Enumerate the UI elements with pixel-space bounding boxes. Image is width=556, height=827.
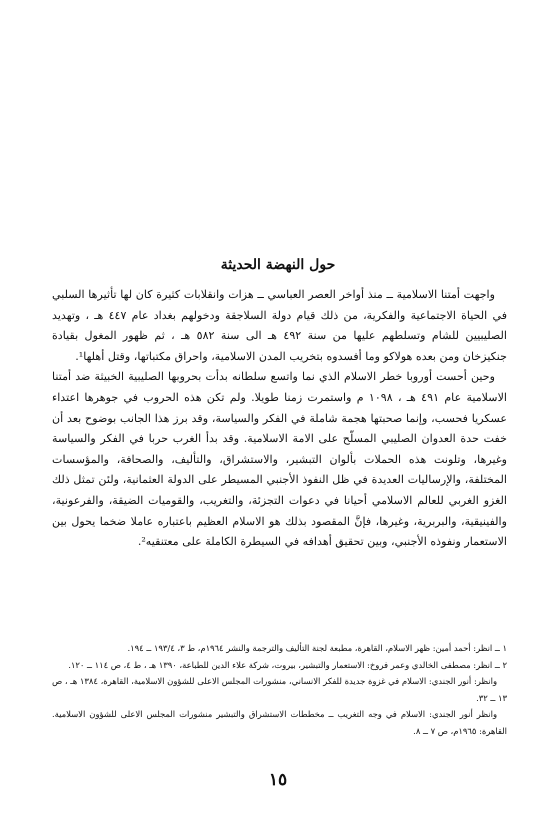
footnote-2-ref-2: وانظر: أنور الجندي: الاسلام في غزوة جديدة للفكر الانساني، منشورات المجلس الاعلى للشؤون الاسلامية، القاهرة، ١٣٨٤ هـ ، ص ١٣ ــ ٣٢.	[52, 676, 507, 703]
footnotes	[52, 640, 507, 739]
paragraph-1: واجهت أمتنا الاسلامية ــ منذ أواخر العصر العباسي ــ هزات وانقلابات كثيرة كان لها تأثيرها السلبي في الحياة الاجتماعية والفكرية، من ذلك قيام دولة السلاجقة ودخولهم بغداد عام ٤٤٧ هـ ، وتهديد الصليبيين للشام وتسلطهم عليها من سنة ٤٩٢ هـ الى سنة ٥٨٢ هـ ، ثم ظهور المغول بقيادة جنكيزخان ومن بعده هولاكو وما أفسدوه بتخريب المدن الاسلامية، واحراق مكتباتها، وقتل أهلها¹.	[52, 288, 508, 363]
footnote-2-ref-3: وانظر أنور الجندي: الاسلام في وجه التغريب ــ مخططات الاستشراق والتبشير منشورات المجلس الاعلى للشؤون الاسلامية. القاهرة: ١٩٦٥م، ص ٧ ــ ٨.	[52, 709, 507, 736]
footnote-1: ١ ــ انظر: أحمد أمين: ظهر الاسلام، القاهرة، مطبعة لجنة التأليف والترجمة والنشر ١٩٦٤م، ط ٣، ١٩٣/٤ ــ ١٩٤.	[127, 643, 507, 653]
footnote-2: ٢ ــ انظر: مصطفى الخالدي وعمر فروخ: الاستعمار والتبشير، بيروت، شركة علاء الدين للطباعة، ١٣٩٠ هـ ، ط ٤، ص ١١٤ ــ ١٢٠.	[68, 659, 507, 670]
section-heading: حول النهضة الحديثة	[220, 257, 336, 273]
paragraph-2: وحين أحست أوروبا خطر الاسلام الذي نما واتسع سلطانه بدأت بحروبها الصليبية الخبيثة ضد أمتنا الاسلامية عام ٤٩١ هـ ، ١٠٩٨ م واستمرت زمنا طويلا. ولم تكن هذه الحروب في جوهرها اعتداء عسكريا فحسب، وإنما صحبتها هجمة شاملة في الفكر والسياسة، وقد برز هذا الجانب بوضوح بعد أن خفت حدة العدوان الصليبي المسلّح على الامة الاسلامية. وقد بدأ الغرب حربا في الفكر والسياسة وغيرها، وتلونت هذه الحملات بألوان التبشير، والاستشراق، والتأليف، والصحافة، والمؤسسات المختلفة، والإرساليات العديدة في ظل النفوذ الأجنبي المسيطر على الدولة العثمانية، ولئن تمثل ذلك الغزو الغربي للعالم الاسلامي أحيانا في دعوات التجزئة، والتغريب، والقوميات الضيقة، والفرعونية، والفينيقية، والبربرية، وغيرها، فإنَّ المقصود بذلك هو الاسلام العظيم باعتباره عاملا ضخما يحول بين الاستعمار ونفوذه الأجنبي، وبين تحقيق أهدافه في السيطرة الكاملة على معتنقيه².	[52, 370, 507, 549]
body-text	[52, 285, 507, 553]
page-number: ١٥	[268, 770, 288, 790]
